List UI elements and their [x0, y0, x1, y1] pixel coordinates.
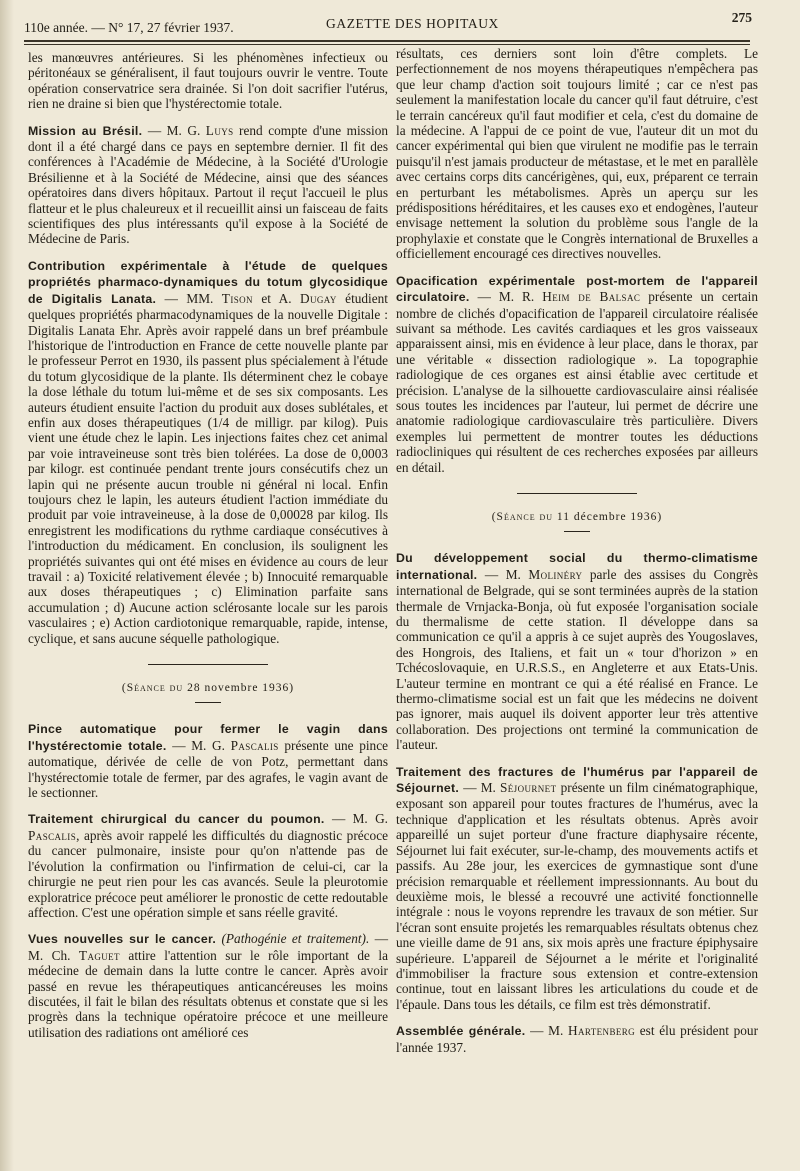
right-column — [396, 46, 758, 1066]
short-separator — [564, 531, 590, 532]
article-title: Traitement chirurgical du cancer du poumon. — [28, 812, 325, 827]
author-name: Luys — [205, 122, 234, 138]
page-header — [24, 10, 750, 36]
author-name: Molinéry — [528, 566, 583, 582]
article-title: Pince automatique pour fermer le vagin dans l'hystérectomie totale. — [28, 722, 388, 753]
short-separator — [195, 702, 221, 703]
header-rule — [24, 40, 750, 42]
article-subtitle: (Pathogénie et traitement). — [216, 931, 370, 947]
seance-heading: (Séance du 11 décembre 1936) — [491, 510, 663, 523]
article-assemblee-generale: Assemblée générale. — M. Hartenberg est élu président pour l'année 1937. — [396, 1023, 758, 1055]
seance-heading: (Séance du 28 novembre 1936) — [121, 682, 295, 695]
article-opacification: Opacification expérimentale post-mortem de l'appareil circulatoire. — M. R. Heim de Balsac présente un certain nombre de clichés d'opacification de l'appareil circulatoire réalisée suivant sa méthode. Les cavités cardiaques et les gros vaisseaux apparaissent ainsi, mis en évidence à leur place, dans le thorax, par une véritable « dissection radiologique ». La topographie radiologique de ces organes est ainsi établie avec certitude et précision. L'analyse de la silhouette cardiovasculaire ainsi réalisée sous toutes les incidences par l'auteur, lui permet de décrire une anatomie radiologique cardiovasculaire très particulière. Divers exemples lui permettent de montrer toutes les déductions radiocliniques qui résultent de ces recherches exposées par ailleurs en détail. — [396, 273, 758, 475]
article-mission-bresil: Mission au Brésil. — M. G. Luys rend compte d'une mission dont il a été chargé dans ce pays en septembre dernier. Il fit des conférences à l'Académie de Médecine, à la Société d'Urologie Brésilienne et à la Société de Médecine, ainsi que des séances opératoires dans divers hôpitaux. Partout il reçut l'accueil le plus flatteur et le plus chaleureux et il recueillit ainsi un faisceau de faits scientifiques des plus intéressants qu'il expose à la Société de Médecine de Paris. — [28, 122, 388, 247]
article-title: Du développement social du thermo-climatisme international. — [396, 551, 758, 582]
article-title: Opacification expérimentale post-mortem de l'appareil circulatoire. — [396, 273, 758, 305]
section-separator — [148, 664, 268, 665]
article-title: Traitement des fractures de l'humérus par l'appareil de Séjournet. — [396, 764, 758, 796]
journal-title: GAZETTE DES HOPITAUX — [326, 16, 499, 31]
author-name: Séjournet — [499, 780, 557, 796]
binding-shadow — [0, 0, 14, 1171]
author-name: Hartenberg — [568, 1023, 636, 1039]
section-separator — [517, 493, 637, 494]
article-vues-cancer: Vues nouvelles sur le cancer. (Pathogénie et traitement). — M. Ch. Taguet attire l'attention sur le rôle important de la médecine de demain dans la lutte contre le cancer. Après avoir passé en revue les thérapeutiques anticancéreuses les moins discutées, il fait le bilan des résultats obtenus et constate que si les progrès dans la technique opératoire précoce et une meilleure utilisation des radiations ont amélioré ces — [28, 931, 388, 1040]
page-number: 275 — [731, 10, 752, 25]
left-column — [28, 50, 388, 1051]
author-name: Pascalis — [28, 827, 77, 843]
author-name: Taguet — [78, 947, 120, 963]
article-pince: Pince automatique pour fermer le vagin dans l'hystérectomie totale. — M. G. Pascalis présente une pince automatique, dérivée de celle de von Potz, permettant dans l'hystérectomie totale de fermer, par des agrafes, le vagin avant de le sectionner. — [28, 722, 388, 801]
author-name: Dugay — [299, 290, 337, 306]
issue-info: 110e année. — N° 17, 27 février 1937. — [24, 20, 234, 35]
article-title: Assemblée générale. — [396, 1024, 526, 1039]
author-name: Tison — [221, 290, 253, 306]
article-title: Contribution expérimentale à l'étude de quelques propriétés pharmaco-dynamiques du totum glycosidique de Digitalis Lanata. — [28, 258, 388, 306]
article-cancer-poumon: Traitement chirurgical du cancer du poumon. — M. G. Pascalis, après avoir rappelé les difficultés du diagnostic précoce du cancer pulmonaire, insiste pour qu'on n'attende pas de l'évolution la confirmation ou l'infirmation de celui-ci, car la chirurgie ne peut rien pour les cas avancés. Seule la pleurotomie exploratrice précoce peut améliorer le pronostic de cette redoutable affection. C'est une opération simple et sans réelle gravité. — [28, 811, 388, 920]
author-name: Heim de Balsac — [542, 289, 641, 305]
author-name: Pascalis — [230, 737, 279, 753]
header-rule-thin — [24, 44, 750, 45]
article-title: Vues nouvelles sur le cancer. — [28, 932, 217, 947]
paragraph-continued: résultats, ces derniers sont loin d'être complets. Le perfectionnement de nos moyens thérapeutiques n'empêchera pas que leur champ d'action soit toujours limité ; car ce n'est pas seulement la manifestation locale du cancer qu'il faut détruire, c'est le terrain cancéreux qu'il faut modifier et cela, c'est du domaine de la médecine. A l'appui de ce point de vue, l'auteur dit un mot du cancer expérimental qui bien que virulent ne modifie pas le terrain puisqu'il n'est jamais producteur de métastase, et le met en parallèle avec certains corps dits cancérigènes, qui, eux, préparent ce terrain en perturbant les métabolismes. Après un aperçu sur les prédispositions héréditaires, et les causes exo et endogènes, l'auteur envisage nettement la solution du problème sous l'angle de la prophylaxie et constate que le Congrès international de Bruxelles a officiellement encouragé ces directives nouvelles. — [396, 46, 758, 262]
article-thermo-climatisme: Du développement social du thermo-climatisme international. — M. Molinéry parle des assises du Congrès international de Belgrade, qui se sont terminées auprès de la station thermale de Vrnjacka-Bonja, où fut exposée l'organisation sociale du thermalisme de cette station. Il développe dans sa communication ce qu'il a appris à ce sujet auprès des Yougoslaves, des Hongrois, des Italiens, et fait un « tour d'horizon » en Tchécoslovaquie, en U.R.S.S., en Angleterre et aux Etats-Unis. L'auteur termine en montrant ce qui a été réalisé en France. Le thermo-climatisme social est un fait que les médecins ne doivent pas ignorer, mais auquel ils doivent apporter leur très attentive collaboration. Des projections ont terminé la communication de l'auteur. — [396, 551, 759, 753]
article-fractures-humerus: Traitement des fractures de l'humérus par l'appareil de Séjournet. — M. Séjournet présente un film cinématographique, exposant son appareil pour toutes fractures de l'humérus, avec la technique d'application et les résultats obtenus. Après avoir appareillé un sujet porteur d'une fracture diaphysaire récente, Séjournet lui fait exécuter, sur-le-champ, des mouvements actifs et passifs. Au 28e jour, les exercices de gymnastique sont d'une précision remarquable et réellement impressionnants. Au bout du deuxième mois, le blessé a recouvré une activité fonctionnelle intégrale : nous le voyons reprendre les travaux de son métier. Sur l'écran sont ensuite projetés les remarquables résultats obtenus chez une vieille dame de 91 ans, six mois après une fracture épiphysaire supérieure. L'appareil de Séjournet a le mérite et l'originalité d'immobiliser la fracture sous extension et contre-extension continue, tout en laissant libres les articulations du coude et de l'épaule. Dans tous les détails, ce film est très démonstratif. — [396, 764, 758, 1012]
article-digitalis: Contribution expérimentale à l'étude de quelques propriétés pharmaco-dynamiques du totum glycosidique de Digitalis Lanata. — MM. Tison et A. Dugay étudient quelques propriétés pharmacodynamiques de la nouvelle Digitale : Digitalis Lanata Ehr. Après avoir rappelé dans un bref préambule l'historique de l'introduction en France de cette nouvelle plante par le professeur Perrot en 1930, ils passent plus spécialement à l'étude du totum glycosidique de la plante. Ils déterminent chez le cobaye la dose léthale du totum lui-même et de ses six composants. Les auteurs étudient ensuite l'action du produit aux doses sublétales, et enfin aux doses thérapeutiques (1/4 de milligr. par kilog). Puis vient une étude chez le lapin. Les injections faites chez cet animal par voie intraveineuse sont très bien tolérées. La dose de 0,0003 par kilogr. est continuée pendant trente jours consécutifs chez un lapin qui ne présente aucun trouble ni général ni local. Enfin toujours chez le lapin, les auteurs étudient l'action immédiate du produit par voie intraveineuse, à la dose de 0,00028 par kilog. Ils enregistrent les modifications du rythme cardiaque consécutives à l'introduction du médicament. En conclusion, ils soulignent les propriétés suivantes qui ont été mises en évidence au cours de leur travail : a) Toxicité relativement élevée ; b) Innocuité remarquable aux doses thérapeutiques ; c) Elimination parfaite sans accumulation ; d) Aucune action sclérosante locale sur les parois vasculaires ; e) Action cardiotonique remarquable, rapide, intense, cyclique, et sans aucune séquelle pathologique. — [28, 258, 388, 646]
paragraph-continued: les manœuvres antérieures. Si les phénomènes infectieux ou péritonéaux se généralisent, il faut toujours ouvrir le ventre. Toute opération conservatrice sera drainée. Si l'on doit sacrifier l'utérus, rien ne draine si bien que l'hystérectomie totale. — [28, 50, 388, 112]
article-title: Mission au Brésil. — [28, 123, 143, 138]
